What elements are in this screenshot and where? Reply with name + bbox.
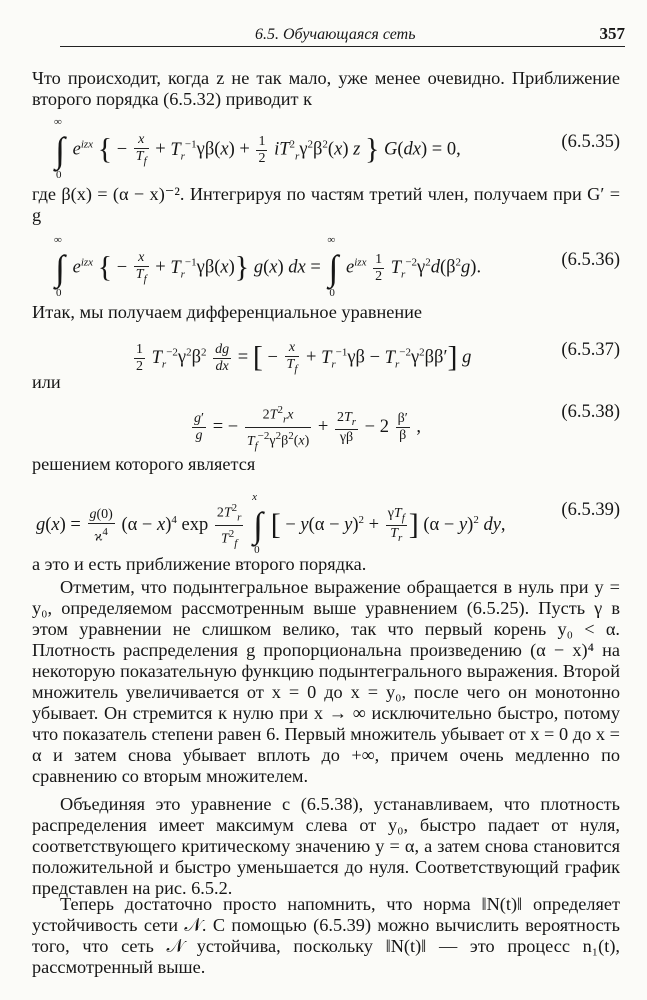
equation-6-5-37: $\frac{1}{2}$ $T_r^{-2}\gamma^2\beta^2$ $\frac{dg}{dx}$ = [ − $\frac{x}{T_f}$ + $T_r^{-1}\gamma\beta - T_r^{-2}\gamma^2\beta\beta'$] g (6.5.37): [136, 340, 620, 375]
running-title: 6.5. Обучающаяся сеть: [255, 26, 416, 43]
equation-rhs: = 0,: [431, 139, 461, 160]
equation-number: (6.5.39): [561, 500, 620, 520]
paragraph-7: Отметим, что подынтегральное выражение обращается в нуль при y = y₀, определяемом рассмотренным выше уравнением (6.5.25). Пусть γ в этом уравнении не слишком велико, так что первый корень y₀ < α. Плотность распределения g пропорциональна произведению (α − x)⁴ на некоторую показательную функцию подынтегрального выражения. Второй множитель увеличивается от x = 0 до x = y₀, после чего он монотонно убывает. Он стремится к нулю при x → ∞ исключительно быстро, потому что показатель степени равен 6. Первый множитель убывает от x = 0 до x = α и затем снова убывает вплоть до +∞, причем очень медленно по сравнению со вторым множителем.: [32, 577, 620, 786]
equation-number: (6.5.35): [561, 132, 620, 152]
paragraph-2: где β(x) = (α − x)⁻². Интегрируя по частям третий член, получаем при G′ = g: [32, 184, 620, 225]
paragraph-5: решением которого является: [32, 454, 256, 474]
equation-6-5-35: ∫ ∞ 0 $e^{izx}$ { − $\frac{x}{T_f}$ + $T_r^{-1}\gamma\beta(x)$ + $\frac{1}{2}$ $iT^2_r\gamma^2\beta^2(x)$ z } G(dx) = 0, (6.5.35): [54, 115, 620, 181]
paragraph-3: Итак, мы получаем дифференциальное уравнение: [32, 302, 423, 322]
paragraph-4: или: [32, 372, 61, 392]
paragraph-8: Объединяя это уравнение с (6.5.38), устанавливаем, что плотность распределения имеет максимум слева от y₀, быстро падает от нуля, соответствующего критическому значению y = α, а затем снова становится положительной и быстро уменьшается до нуля. Соответствующий график представлен на рис. 6.5.2.: [32, 794, 620, 898]
page-number: 357: [599, 24, 625, 43]
paragraph-6: а это и есть приближение второго порядка.: [32, 554, 367, 574]
page-header: [60, 22, 625, 47]
equation-6-5-36: ∫ ∞ 0 $e^{izx}$ { − $\frac{x}{T_f}$ + $T_r^{-1}\gamma\beta(x)$} g(x) dx = ∫ ∞ 0 $e^{izx}$ $\frac{1}{2}$ $T_r^{-2}\gamma^2d(\beta^2g)$. (6.5.36): [54, 233, 620, 299]
equation-number: (6.5.38): [561, 402, 620, 422]
paragraph-9: Теперь достаточно просто напомнить, что норма ‖N(t)‖ определяет устойчивость сети 𝒩. С помощью (6.5.39) можно вычислить вероятность того, что сеть 𝒩 устойчива, поскольку ‖N(t)‖ — это процесс n₁(t), рассмотренный выше.: [32, 894, 620, 977]
equation-number: (6.5.36): [561, 250, 620, 270]
equation-6-5-39: g(x) = $\frac{g(0)}{ϰ^4}$ $(\alpha - x)^4$ exp $\frac{2T^2_r}{T^2_f}$ ∫ x 0 [ − $y(\alpha - y)^2$ + $\frac{\gamma T_f}{T_r}$ ] $(\alpha - y)^2$ dy, (6.5.39): [36, 491, 620, 557]
paragraph-1: Что происходит, когда z не так мало, уже менее очевидно. Приближение второго порядка (6.5.32) приводит к: [32, 68, 620, 109]
equation-number: (6.5.37): [561, 340, 620, 360]
equation-6-5-38: $\frac{g'}{g}$ = − $\frac{2T^2_rx}{T_f^{-2}\gamma^2\beta^2(x)}$ + $\frac{2T_r}{\gamma\beta}$ − 2 $\frac{\beta'}{\beta}$ , (6.5.38): [194, 402, 620, 452]
